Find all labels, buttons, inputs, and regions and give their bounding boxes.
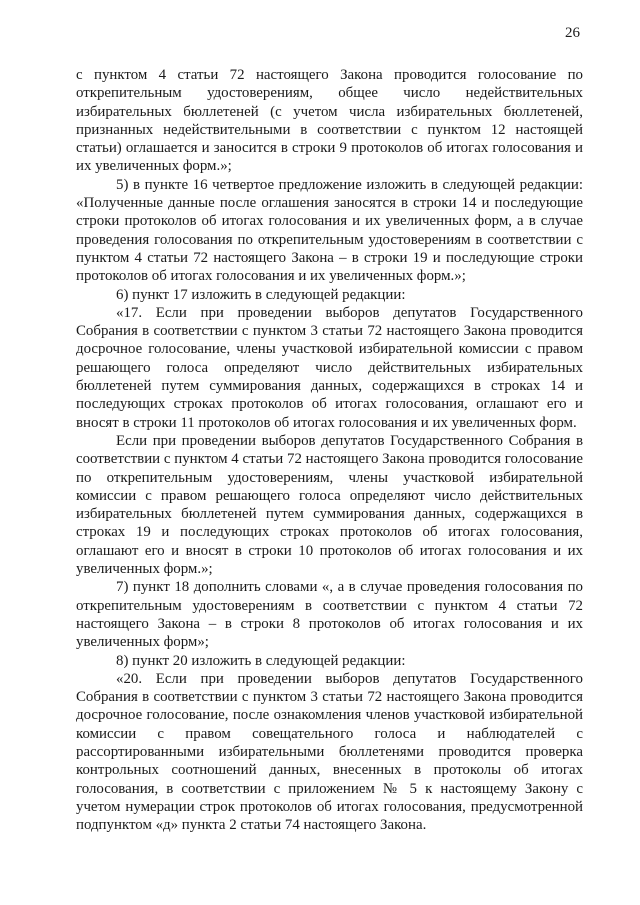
paragraph-clause-17-second: Если при проведении выборов депутатов Государственного Собрания в соответствии с пунктом 4 статьи 72 настоящего Закона проводится голосование по открепительным удостоверениям, члены участковой избирательной комиссии с правом решающего голоса определяют число действительных избирательных бюллетеней путем суммирования данных, содержащихся в строках 19 и последующих строках протоколов об итогах голосования, оглашают его и вносят в строки 10 протоколов об итогах голосования и их увеличенных форм.»; (76, 432, 583, 578)
paragraph-clause-20: «20. Если при проведении выборов депутатов Государственного Собрания в соответствии с пунктом 3 статьи 72 настоящего Закона проводится досрочное голосование, после ознакомления членов участковой избирательной комиссии с правом совещательного голоса и наблюдателей с рассортированными избирательными бюллетенями проводится проверка контрольных соотношений данных, внесенных в протоколы об итогах голосования, в соответствии с приложением № 5 к настоящему Закону с учетом нумерации строк протоколов об итогах голосования, предусмотренной подпунктом «д» пункта 2 статьи 74 настоящего Закона. (76, 670, 583, 834)
document-body (76, 66, 583, 834)
paragraph-item-5: 5) в пункте 16 четвертое предложение изложить в следующей редакции: «Полученные данные после оглашения заносятся в строки 14 и последующие строки протоколов об итогах голосования и их увеличенных форм, а в случае проведения голосования по открепительным удостоверениям в соответствии с пунктом 4 статьи 72 настоящего Закона – в строки 19 и последующие строки протоколов об итогах голосования и их увеличенных форм.»; (76, 176, 583, 285)
paragraph-item-8: 8) пункт 20 изложить в следующей редакции: (116, 652, 406, 669)
paragraph-clause-17-first: «17. Если при проведении выборов депутатов Государственного Собрания в соответствии с пунктом 3 статьи 72 настоящего Закона проводится досрочное голосование, члены участковой избирательной комиссии с правом решающего голоса определяют число действительных избирательных бюллетеней путем суммирования данных, содержащихся в строках 14 и последующих строках протоколов об итогах голосования, оглашают его и вносят в строки 11 протоколов об итогах голосования и их увеличенных форм. (76, 304, 583, 431)
paragraph-continuation: с пунктом 4 статьи 72 настоящего Закона проводится голосование по открепительным удостоверениям, общее число недействительных избирательных бюллетеней (с учетом числа избирательных бюллетеней, признанных недействительными в соответствии с пунктом 12 настоящей статьи) оглашается и заносится в строки 9 протоколов об итогах голосования и их увеличенных форм.»; (76, 67, 583, 175)
paragraph-item-6: 6) пункт 17 изложить в следующей редакции: (116, 286, 406, 303)
page-number: 26 (565, 25, 580, 41)
paragraph-item-7: 7) пункт 18 дополнить словами «, а в случае проведения голосования по открепительным удостоверениям в соответствии с пунктом 4 статьи 72 настоящего Закона – в строки 8 протоколов об итогах голосования и их увеличенных форм»; (76, 579, 583, 651)
